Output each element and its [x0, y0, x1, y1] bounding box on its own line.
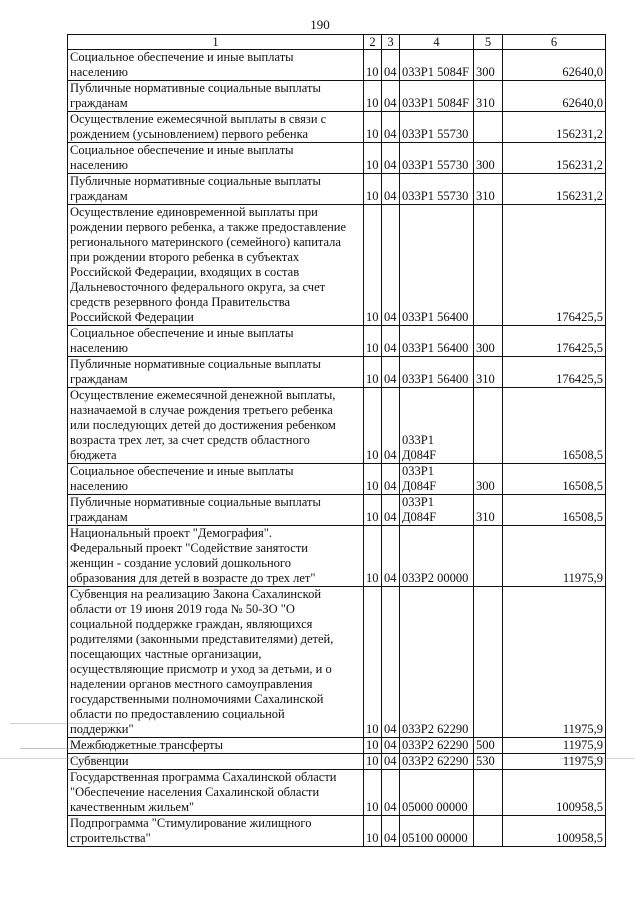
- row-expense-type: 310: [474, 495, 503, 526]
- row-section: 10: [364, 357, 382, 388]
- row-name: Публичные нормативные социальные выплаты гражданам: [68, 357, 364, 388]
- row-subsection: 04: [382, 357, 400, 388]
- row-name: Социальное обеспечение и иные выплаты населению: [68, 326, 364, 357]
- table-row: [68, 526, 606, 587]
- row-amount: 156231,2: [503, 174, 606, 205]
- row-name: Социальное обеспечение и иные выплаты населению: [68, 50, 364, 81]
- row-section: 10: [364, 388, 382, 464]
- table-row: [68, 738, 606, 754]
- row-section: 10: [364, 738, 382, 754]
- row-section: 10: [364, 205, 382, 326]
- row-subsection: 04: [382, 388, 400, 464]
- row-name: Субвенции: [68, 754, 364, 770]
- row-expense-type: [474, 587, 503, 738]
- row-target-article: 033Р2 62290: [400, 738, 474, 754]
- table-row: [68, 770, 606, 816]
- row-expense-type: 300: [474, 464, 503, 495]
- table-row: [68, 754, 606, 770]
- table-row: [68, 495, 606, 526]
- column-header: 3: [382, 35, 400, 50]
- row-name: Социальное обеспечение и иные выплаты населению: [68, 143, 364, 174]
- table-row: [68, 464, 606, 495]
- row-amount: 156231,2: [503, 112, 606, 143]
- row-amount: 62640,0: [503, 50, 606, 81]
- row-name: Субвенция на реализацию Закона Сахалинской области от 19 июня 2019 года № 50-ЗО "О социальной поддержке граждан, являющихся родителями (законными представителями) детей, посещающих частные организации, осуществляющие присмотр и уход за детьми, и о наделении органов местного самоуправления государственными полномочиями Сахалинской области по предоставлению социальной поддержки": [68, 587, 364, 738]
- row-section: 10: [364, 816, 382, 847]
- row-amount: 11975,9: [503, 587, 606, 738]
- row-target-article: 05100 00000: [400, 816, 474, 847]
- row-amount: 16508,5: [503, 464, 606, 495]
- row-section: 10: [364, 754, 382, 770]
- row-subsection: 04: [382, 770, 400, 816]
- row-section: 10: [364, 587, 382, 738]
- row-subsection: 04: [382, 738, 400, 754]
- row-name: Осуществление ежемесячной денежной выплаты, назначаемой в случае рождения третьего ребенка или последующих детей до достижения ребенком возраста трех лет, за счет средств областного бюджета: [68, 388, 364, 464]
- budget-table: [67, 34, 606, 847]
- row-subsection: 04: [382, 526, 400, 587]
- row-target-article: 033Р1 Д084F: [400, 388, 474, 464]
- row-target-article: 033Р2 62290: [400, 587, 474, 738]
- row-section: 10: [364, 81, 382, 112]
- row-subsection: 04: [382, 112, 400, 143]
- row-amount: 176425,5: [503, 326, 606, 357]
- row-target-article: 033Р1 55730: [400, 143, 474, 174]
- column-header: 4: [400, 35, 474, 50]
- row-subsection: 04: [382, 464, 400, 495]
- table-row: [68, 326, 606, 357]
- row-amount: 156231,2: [503, 143, 606, 174]
- column-header: 6: [503, 35, 606, 50]
- row-expense-type: [474, 526, 503, 587]
- row-subsection: 04: [382, 754, 400, 770]
- row-expense-type: 310: [474, 357, 503, 388]
- row-target-article: 033Р2 62290: [400, 754, 474, 770]
- row-section: 10: [364, 770, 382, 816]
- row-subsection: 04: [382, 816, 400, 847]
- row-amount: 16508,5: [503, 388, 606, 464]
- table-row: [68, 587, 606, 738]
- row-name: Публичные нормативные социальные выплаты гражданам: [68, 495, 364, 526]
- row-amount: 11975,9: [503, 526, 606, 587]
- row-section: 10: [364, 464, 382, 495]
- row-expense-type: 530: [474, 754, 503, 770]
- row-expense-type: 300: [474, 50, 503, 81]
- row-target-article: 033Р2 00000: [400, 526, 474, 587]
- scan-artifact: [20, 748, 160, 749]
- row-subsection: 04: [382, 50, 400, 81]
- row-subsection: 04: [382, 143, 400, 174]
- row-amount: 176425,5: [503, 205, 606, 326]
- table-row: [68, 816, 606, 847]
- row-subsection: 04: [382, 587, 400, 738]
- table-row: [68, 357, 606, 388]
- row-amount: 62640,0: [503, 81, 606, 112]
- row-target-article: 033Р1 Д084F: [400, 495, 474, 526]
- scan-artifact: [560, 758, 635, 759]
- column-header: 1: [68, 35, 364, 50]
- row-name: Государственная программа Сахалинской области "Обеспечение населения Сахалинской области качественным жильем": [68, 770, 364, 816]
- row-target-article: 033Р1 56400: [400, 357, 474, 388]
- row-target-article: 033Р1 5084F: [400, 50, 474, 81]
- row-section: 10: [364, 112, 382, 143]
- row-name: Социальное обеспечение и иные выплаты населению: [68, 464, 364, 495]
- row-amount: 176425,5: [503, 357, 606, 388]
- table-body: [68, 50, 606, 847]
- table-row: [68, 174, 606, 205]
- row-target-article: 033Р1 55730: [400, 174, 474, 205]
- row-name: Публичные нормативные социальные выплаты гражданам: [68, 81, 364, 112]
- row-name: Публичные нормативные социальные выплаты гражданам: [68, 174, 364, 205]
- row-expense-type: 300: [474, 143, 503, 174]
- row-section: 10: [364, 50, 382, 81]
- row-expense-type: 300: [474, 326, 503, 357]
- column-header: 2: [364, 35, 382, 50]
- row-section: 10: [364, 495, 382, 526]
- row-expense-type: [474, 388, 503, 464]
- row-section: 10: [364, 174, 382, 205]
- row-expense-type: 310: [474, 174, 503, 205]
- row-name: Межбюджетные трансферты: [68, 738, 364, 754]
- row-name: Осуществление единовременной выплаты при рождении первого ребенка, а также предоставление регионального материнского (семейного) капитала при рождении второго ребенка в субъектах Российской Федерации, входящих в состав Дальневосточного федерального округа, за счет средств резервного фонда Правительства Российской Федерации: [68, 205, 364, 326]
- row-amount: 100958,5: [503, 816, 606, 847]
- table-row: [68, 112, 606, 143]
- row-amount: 11975,9: [503, 754, 606, 770]
- row-target-article: 033Р1 56400: [400, 326, 474, 357]
- scan-artifact: [0, 758, 120, 759]
- row-target-article: 033Р1 55730: [400, 112, 474, 143]
- row-expense-type: [474, 770, 503, 816]
- row-expense-type: [474, 112, 503, 143]
- row-subsection: 04: [382, 326, 400, 357]
- row-amount: 11975,9: [503, 738, 606, 754]
- column-header: 5: [474, 35, 503, 50]
- row-subsection: 04: [382, 81, 400, 112]
- page-number: 190: [310, 17, 330, 32]
- table-row: [68, 388, 606, 464]
- scan-artifact: [10, 723, 120, 724]
- row-amount: 16508,5: [503, 495, 606, 526]
- row-name: Осуществление ежемесячной выплаты в связи с рождением (усыновлением) первого ребенка: [68, 112, 364, 143]
- row-name: Национальный проект "Демография". Федеральный проект "Содействие занятости женщин - создание условий дошкольного образования для детей в возрасте до трех лет": [68, 526, 364, 587]
- row-subsection: 04: [382, 174, 400, 205]
- row-subsection: 04: [382, 205, 400, 326]
- row-section: 10: [364, 326, 382, 357]
- table-row: [68, 205, 606, 326]
- row-section: 10: [364, 143, 382, 174]
- row-target-article: 05000 00000: [400, 770, 474, 816]
- row-expense-type: [474, 205, 503, 326]
- row-section: 10: [364, 526, 382, 587]
- header-row: [68, 35, 606, 50]
- row-name: Подпрограмма "Стимулирование жилищного строительства": [68, 816, 364, 847]
- table-row: [68, 143, 606, 174]
- row-subsection: 04: [382, 495, 400, 526]
- row-target-article: 033Р1 5084F: [400, 81, 474, 112]
- row-expense-type: 310: [474, 81, 503, 112]
- table-row: [68, 50, 606, 81]
- row-amount: 100958,5: [503, 770, 606, 816]
- row-expense-type: 500: [474, 738, 503, 754]
- row-expense-type: [474, 816, 503, 847]
- table-row: [68, 81, 606, 112]
- row-target-article: 033Р1 56400: [400, 205, 474, 326]
- row-target-article: 033Р1 Д084F: [400, 464, 474, 495]
